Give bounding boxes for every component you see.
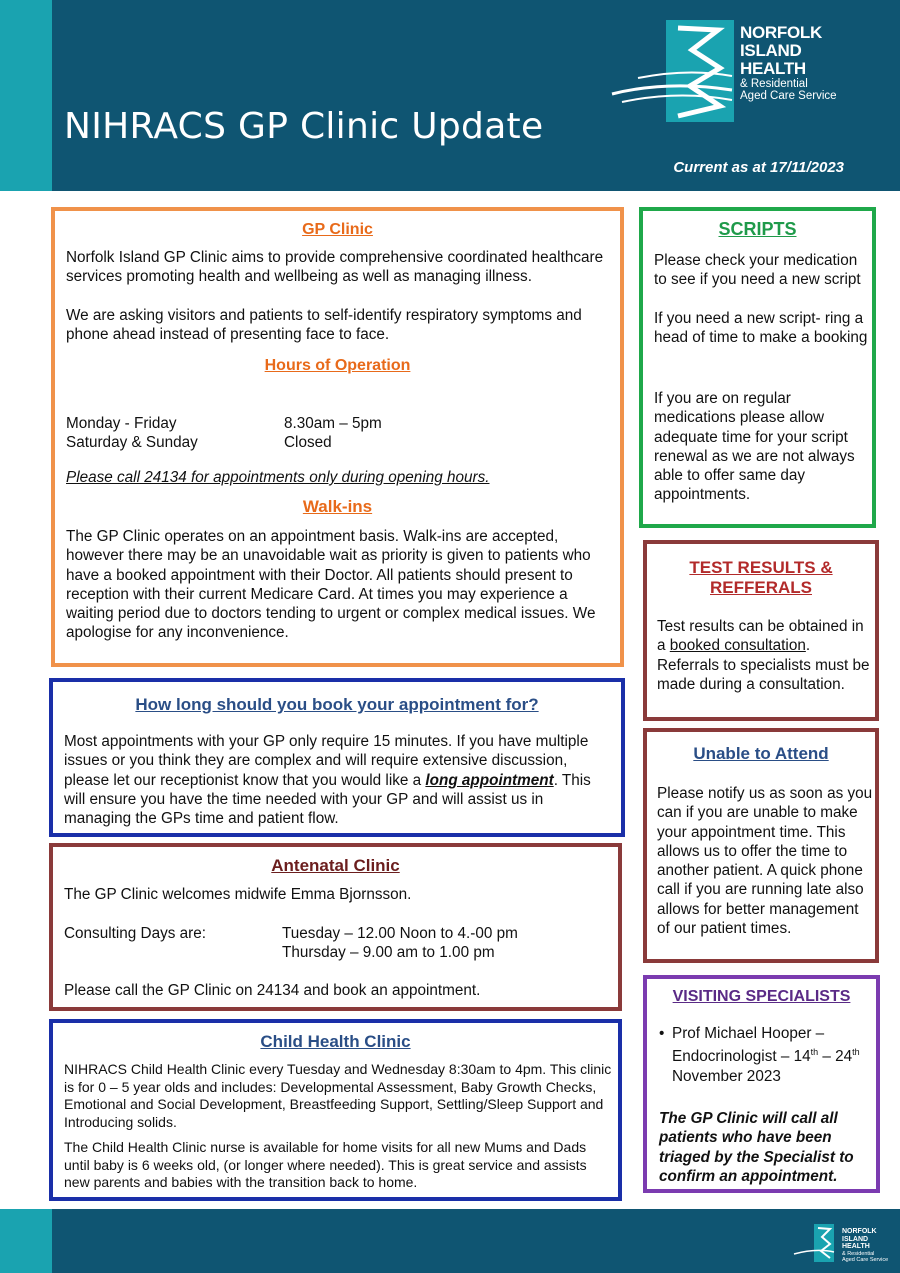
unable-text: Please notify us as soon as you can if you are unable to make your appointment time. This allows us to offer the time to another patient. A quick phone call if you are running late also allows for better management of our patient times. (657, 785, 873, 938)
unable-heading: Unable to Attend (693, 744, 829, 763)
walkins-text: The GP Clinic operates on an appointment basis. Walk-ins are accepted, however there may be an unavoidable wait as priority is given to patients who have a booked appointment with their Doctor. All patients should present to reception with their current Medicare Card. At times you may experience a waiting period due to doctors tending to urgent or complex medical issues. We apologise for any inconvenience. (66, 528, 596, 642)
scripts-para3: If you are on regular medications please allow adequate time for your script renewal as we are not always able to offer same day appointments. (654, 390, 855, 504)
footer-logo-icon (792, 1224, 844, 1264)
hours-time-weekend: Closed (284, 434, 332, 451)
specialist-item: Prof Michael Hooper – Endocrinologist – 14th – 24th November 2023 (672, 1025, 860, 1085)
footer-banner (0, 1209, 900, 1273)
scripts-para1: Please check your medication to see if you need a new script (654, 252, 861, 289)
long-appointment-emphasis: long appointment (425, 771, 554, 789)
hours-days-weekend: Saturday & Sunday (66, 434, 198, 451)
test-results-text: Test results can be obtained in a booked consultation. Referrals to specialists must be made during a consultation. (657, 618, 870, 693)
bullet-icon: • (659, 1025, 665, 1042)
gp-clinic-respiratory-note: We are asking visitors and patients to self-identify respiratory symptoms and phone ahead instead of presenting face to face. (66, 307, 582, 344)
scripts-box (639, 207, 876, 528)
specialists-note: The GP Clinic will call all patients who have been triaged by the Specialist to confirm an appointment. (659, 1110, 854, 1185)
antenatal-intro: The GP Clinic welcomes midwife Emma Bjornsson. (64, 886, 412, 903)
antenatal-heading: Antenatal Clinic (271, 856, 400, 875)
scripts-para2: If you need a new script- ring a head of time to make a booking (654, 310, 868, 347)
consulting-day-tuesday: Tuesday – 12.00 Noon to 4.-00 pm (282, 925, 518, 942)
specialists-heading: VISITING SPECIALISTS (672, 988, 851, 1005)
test-results-heading: TEST RESULTS & REFFERALS (689, 558, 833, 597)
child-health-para1: NIHRACS Child Health Clinic every Tuesday and Wednesday 8:30am to 4pm. This clinic is for 0 – 5 year olds and includes: Developmental Assessment, Baby Growth Checks, Emotional and Social Development, Breastfeeding Support, Settling/Sleep Support and Introducing solids. (64, 1061, 612, 1130)
page-title: NIHRACS GP Clinic Update (64, 106, 544, 147)
visiting-specialists-box (643, 975, 880, 1193)
child-health-box (49, 1019, 622, 1201)
logo-wordmark: NORFOLK ISLAND HEALTH & Residential Aged Care Service (740, 23, 837, 102)
gp-clinic-box (51, 207, 624, 667)
walkins-heading: Walk-ins (302, 497, 373, 516)
gp-clinic-heading: GP Clinic (302, 221, 373, 238)
appointment-length-heading: How long should you book your appointment for? (135, 695, 539, 714)
antenatal-call: Please call the GP Clinic on 24134 and book an appointment. (64, 982, 481, 999)
test-results-box (643, 540, 879, 721)
hours-days-weekday: Monday - Friday (66, 415, 177, 432)
antenatal-box (49, 843, 622, 1011)
call-note: Please call 24134 for appointments only during opening hours. (66, 469, 490, 486)
footer-logo-wordmark: NORFOLK ISLAND HEALTH & Residential Aged Care Service (842, 1228, 889, 1263)
booked-consultation-link: booked consultation (669, 637, 806, 655)
unable-to-attend-box (643, 728, 879, 963)
appointment-length-text: Most appointments with your GP only require 15 minutes. If you have multiple issues or you think they are complex and will require extensive discussion, please let our receptionist know that you would like a long appointment. This will ensure you have the time needed with your GP and will assist us in managing the GPs time and patient flow. (64, 733, 591, 828)
consulting-days-label: Consulting Days are: (64, 925, 206, 942)
child-health-heading: Child Health Clinic (260, 1032, 411, 1051)
gp-clinic-intro: Norfolk Island GP Clinic aims to provide comprehensive coordinated healthcare services promoting health and wellbeing as well as managing illness. (66, 249, 604, 286)
current-date: Current as at 17/11/2023 (673, 159, 844, 176)
header-accent-stripe (0, 0, 52, 191)
hours-time-weekday: 8.30am – 5pm (284, 415, 382, 432)
hours-heading: Hours of Operation (264, 357, 411, 374)
consulting-day-thursday: Thursday – 9.00 am to 1.00 pm (282, 944, 495, 961)
appointment-length-box (49, 678, 625, 837)
child-health-para2: The Child Health Clinic nurse is available for home visits for all new Mums and Dads until baby is 6 weeks old, (or longer where needed). This is great service and assists new parents and babies with the transition back to home. (64, 1139, 587, 1190)
scripts-heading: SCRIPTS (718, 219, 797, 239)
footer-accent-stripe (0, 1209, 52, 1273)
